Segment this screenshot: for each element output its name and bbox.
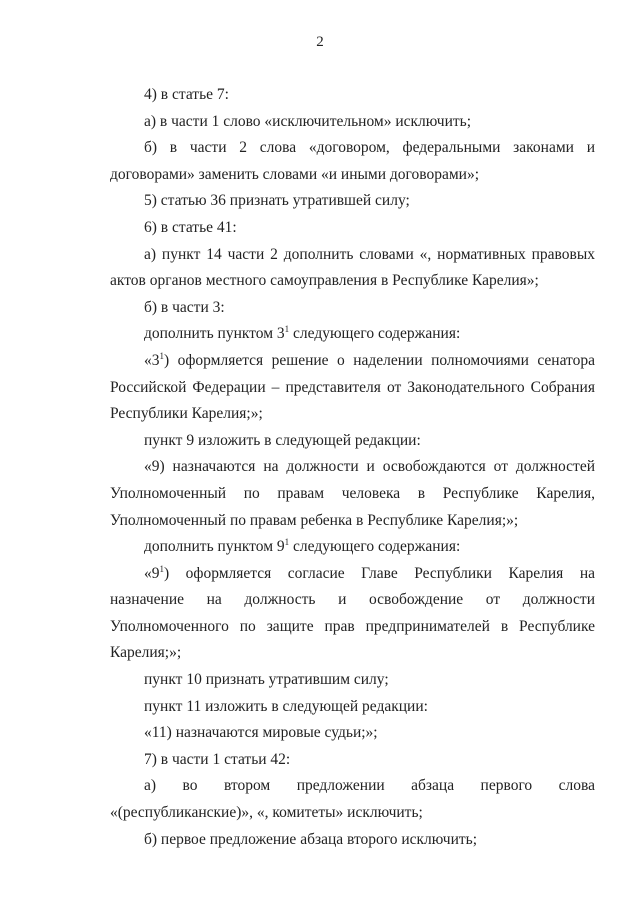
text-run: дополнить пунктом 3: [144, 325, 285, 343]
paragraph: пункт 11 изложить в следующей редакции:: [144, 697, 428, 715]
paragraph: а) во втором предложении абзаца первого слова «(республиканские)», «, комитеты» исключить;: [110, 777, 595, 822]
text-run: ) оформляется согласие Главе Республики Карелия на назначение на должность и освобождение от должности Уполномоченного по защите прав предпринимателей в Республике Карелия;»;: [110, 564, 595, 662]
paragraph: 6) в статье 41:: [144, 218, 237, 236]
paragraph: пункт 9 изложить в следующей редакции:: [144, 431, 421, 449]
paragraph: «9) назначаются на должности и освобождаются от должностей Уполномоченный по правам человека в Республике Карелия, Уполномоченный по правам ребенка в Республике Карелия;»;: [110, 458, 595, 529]
paragraph: [110, 561, 595, 667]
paragraph: 4) в статье 7:: [144, 86, 229, 103]
text-run: ) оформляется решение о наделении полномочиями сенатора Российской Федерации – представителя от Законодательного Собрания Республики Карелия;»;: [110, 351, 595, 423]
superscript: 1: [284, 537, 290, 548]
text-run: следующего содержания:: [289, 325, 461, 343]
paragraph: пункт 10 признать утратившим силу;: [144, 671, 389, 689]
text-run: «9: [144, 564, 160, 582]
text-run: «3: [144, 351, 160, 369]
superscript: 1: [284, 324, 290, 335]
paragraph: [110, 348, 595, 428]
page-number: 2: [316, 34, 324, 50]
paragraph: б) в части 3:: [144, 298, 225, 316]
paragraph: [110, 321, 595, 348]
paragraph: б) первое предложение абзаца второго исключить;: [144, 830, 478, 848]
paragraph: б) в части 2 слова «договором, федеральными законами и договорами» заменить словами «и иными договорами»;: [110, 139, 595, 183]
document-body: [110, 82, 595, 853]
superscript: 1: [159, 563, 164, 574]
paragraph: «11) назначаются мировые судьи;»;: [144, 724, 378, 742]
text-run: следующего содержания:: [289, 538, 461, 556]
paragraph: 7) в части 1 статьи 42:: [144, 750, 291, 768]
paragraph: 5) статью 36 признать утратившей силу;: [144, 192, 410, 210]
paragraph: [110, 534, 595, 561]
text-run: дополнить пунктом 9: [144, 538, 285, 556]
paragraph: а) пункт 14 части 2 дополнить словами «, нормативных правовых актов органов местного самоуправления в Республике Карелия»;: [110, 245, 595, 290]
superscript: 1: [159, 350, 164, 361]
paragraph: а) в части 1 слово «исключительном» исключить;: [144, 112, 472, 130]
